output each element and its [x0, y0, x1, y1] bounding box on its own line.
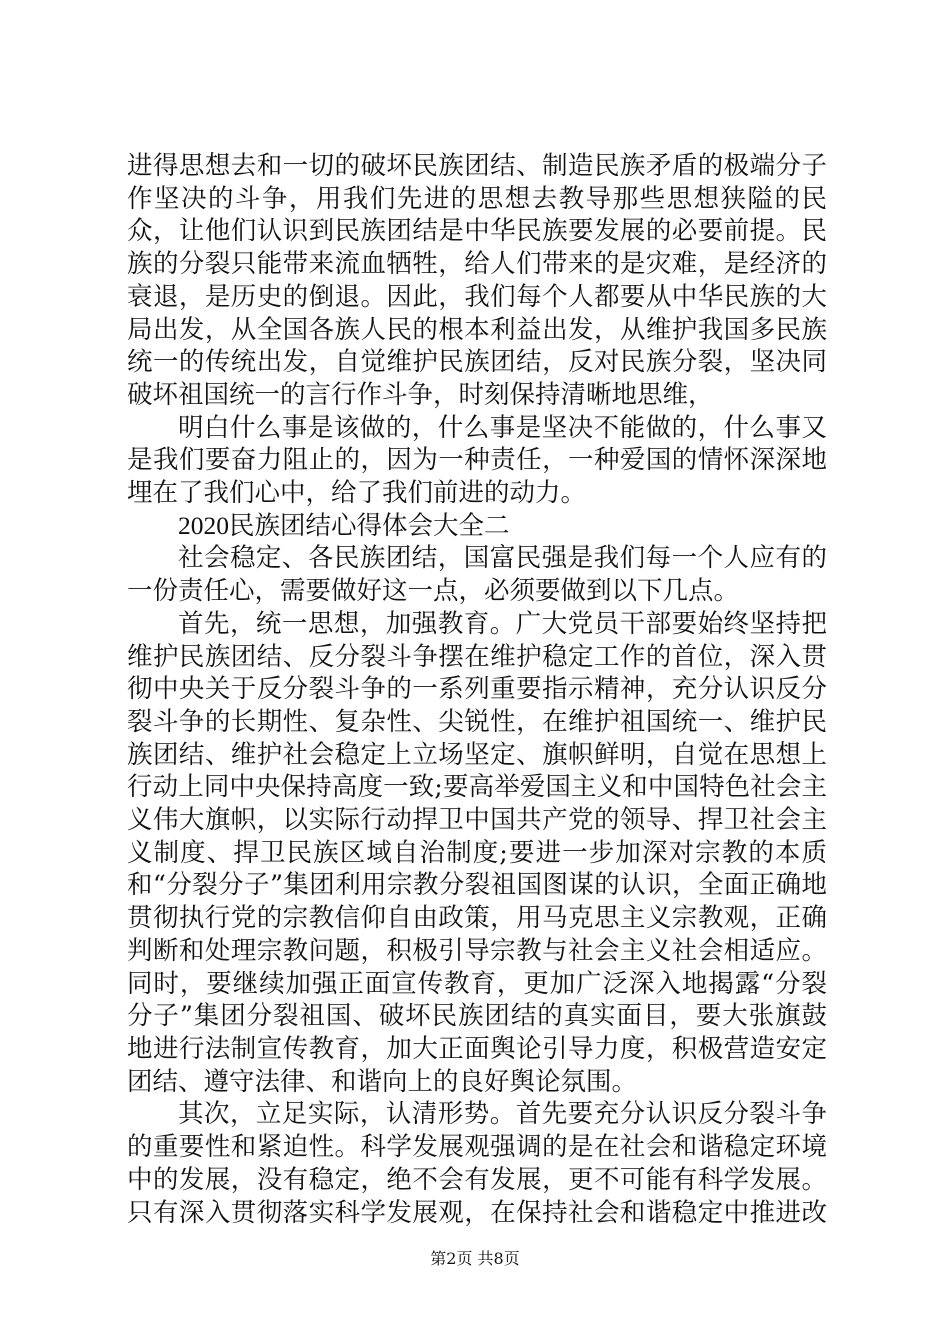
paragraph-5: 其次，立足实际，认清形势。首先要充分认识反分裂斗争的重要性和紧迫性。科学发展观强调的是在社会和谐稳定环境中的发展，没有稳定，绝不会有发展，更不可能有科学发展。只有深入贯彻落实科学发展观，在保持社会和谐稳定中推进改 [127, 1099, 827, 1228]
paragraph-3: 社会稳定、各民族团结，国富民强是我们每一个人应有的一份责任心，需要做好这一点，必须要做到以下几点。 [127, 543, 827, 607]
paragraph-4: 首先，统一思想，加强教育。广大党员干部要始终坚持把维护民族团结、反分裂斗争摆在维护稳定工作的首位，深入贯彻中央关于反分裂斗争的一系列重要指示精神，充分认识反分裂斗争的长期性、复杂性、尖锐性，在维护祖国统一、维护民族团结、维护社会稳定上立场坚定、旗帜鲜明，自觉在思想上行动上同中央保持高度一致;要高举爱国主义和中国特色社会主义伟大旗帜，以实际行动捍卫中国共产党的领导、捍卫社会主义制度、捍卫民族区域自治制度;要进一步加深对宗教的本质和“分裂分子”集团利用宗教分裂祖国图谋的认识，全面正确地贯彻执行党的宗教信仰自由政策，用马克思主义宗教观，正确判断和处理宗教问题，积极引导宗教与社会主义社会相适应。同时，要继续加强正面宣传教育，更加广泛深入地揭露“分裂分子”集团分裂祖国、破坏民族团结的真实面目，要大张旗鼓地进行法制宣传教育，加大正面舆论引导力度，积极营造安定团结、遵守法律、和谐向上的良好舆论氛围。 [127, 608, 827, 1097]
paragraph-1: 进得思想去和一切的破坏民族团结、制造民族矛盾的极端分子作坚决的斗争，用我们先进的思想去教导那些思想狭隘的民众，让他们认识到民族团结是中华民族要发展的必要前提。民族的分裂只能带来流血牺牲，给人们带来的是灾难，是经济的衰退，是历史的倒退。因此，我们每个人都要从中华民族的大局出发，从全国各族人民的根本利益出发，从维护我国多民族统一的传统出发，自觉维护民族团结，反对民族分裂，坚决同破坏祖国统一的言行作斗争，时刻保持清晰地思维， [127, 151, 827, 410]
body-text [127, 150, 827, 1229]
section-heading: 2020民族团结心得体会大全二 [178, 510, 510, 540]
paragraph-2: 明白什么事是该做的，什么事是坚决不能做的，什么事又是我们要奋力阻止的，因为一种责任，一种爱国的情怀深深地埋在了我们心中，给了我们前进的动力。 [127, 412, 827, 509]
page-footer: 第2页 共8页 [430, 1249, 520, 1268]
